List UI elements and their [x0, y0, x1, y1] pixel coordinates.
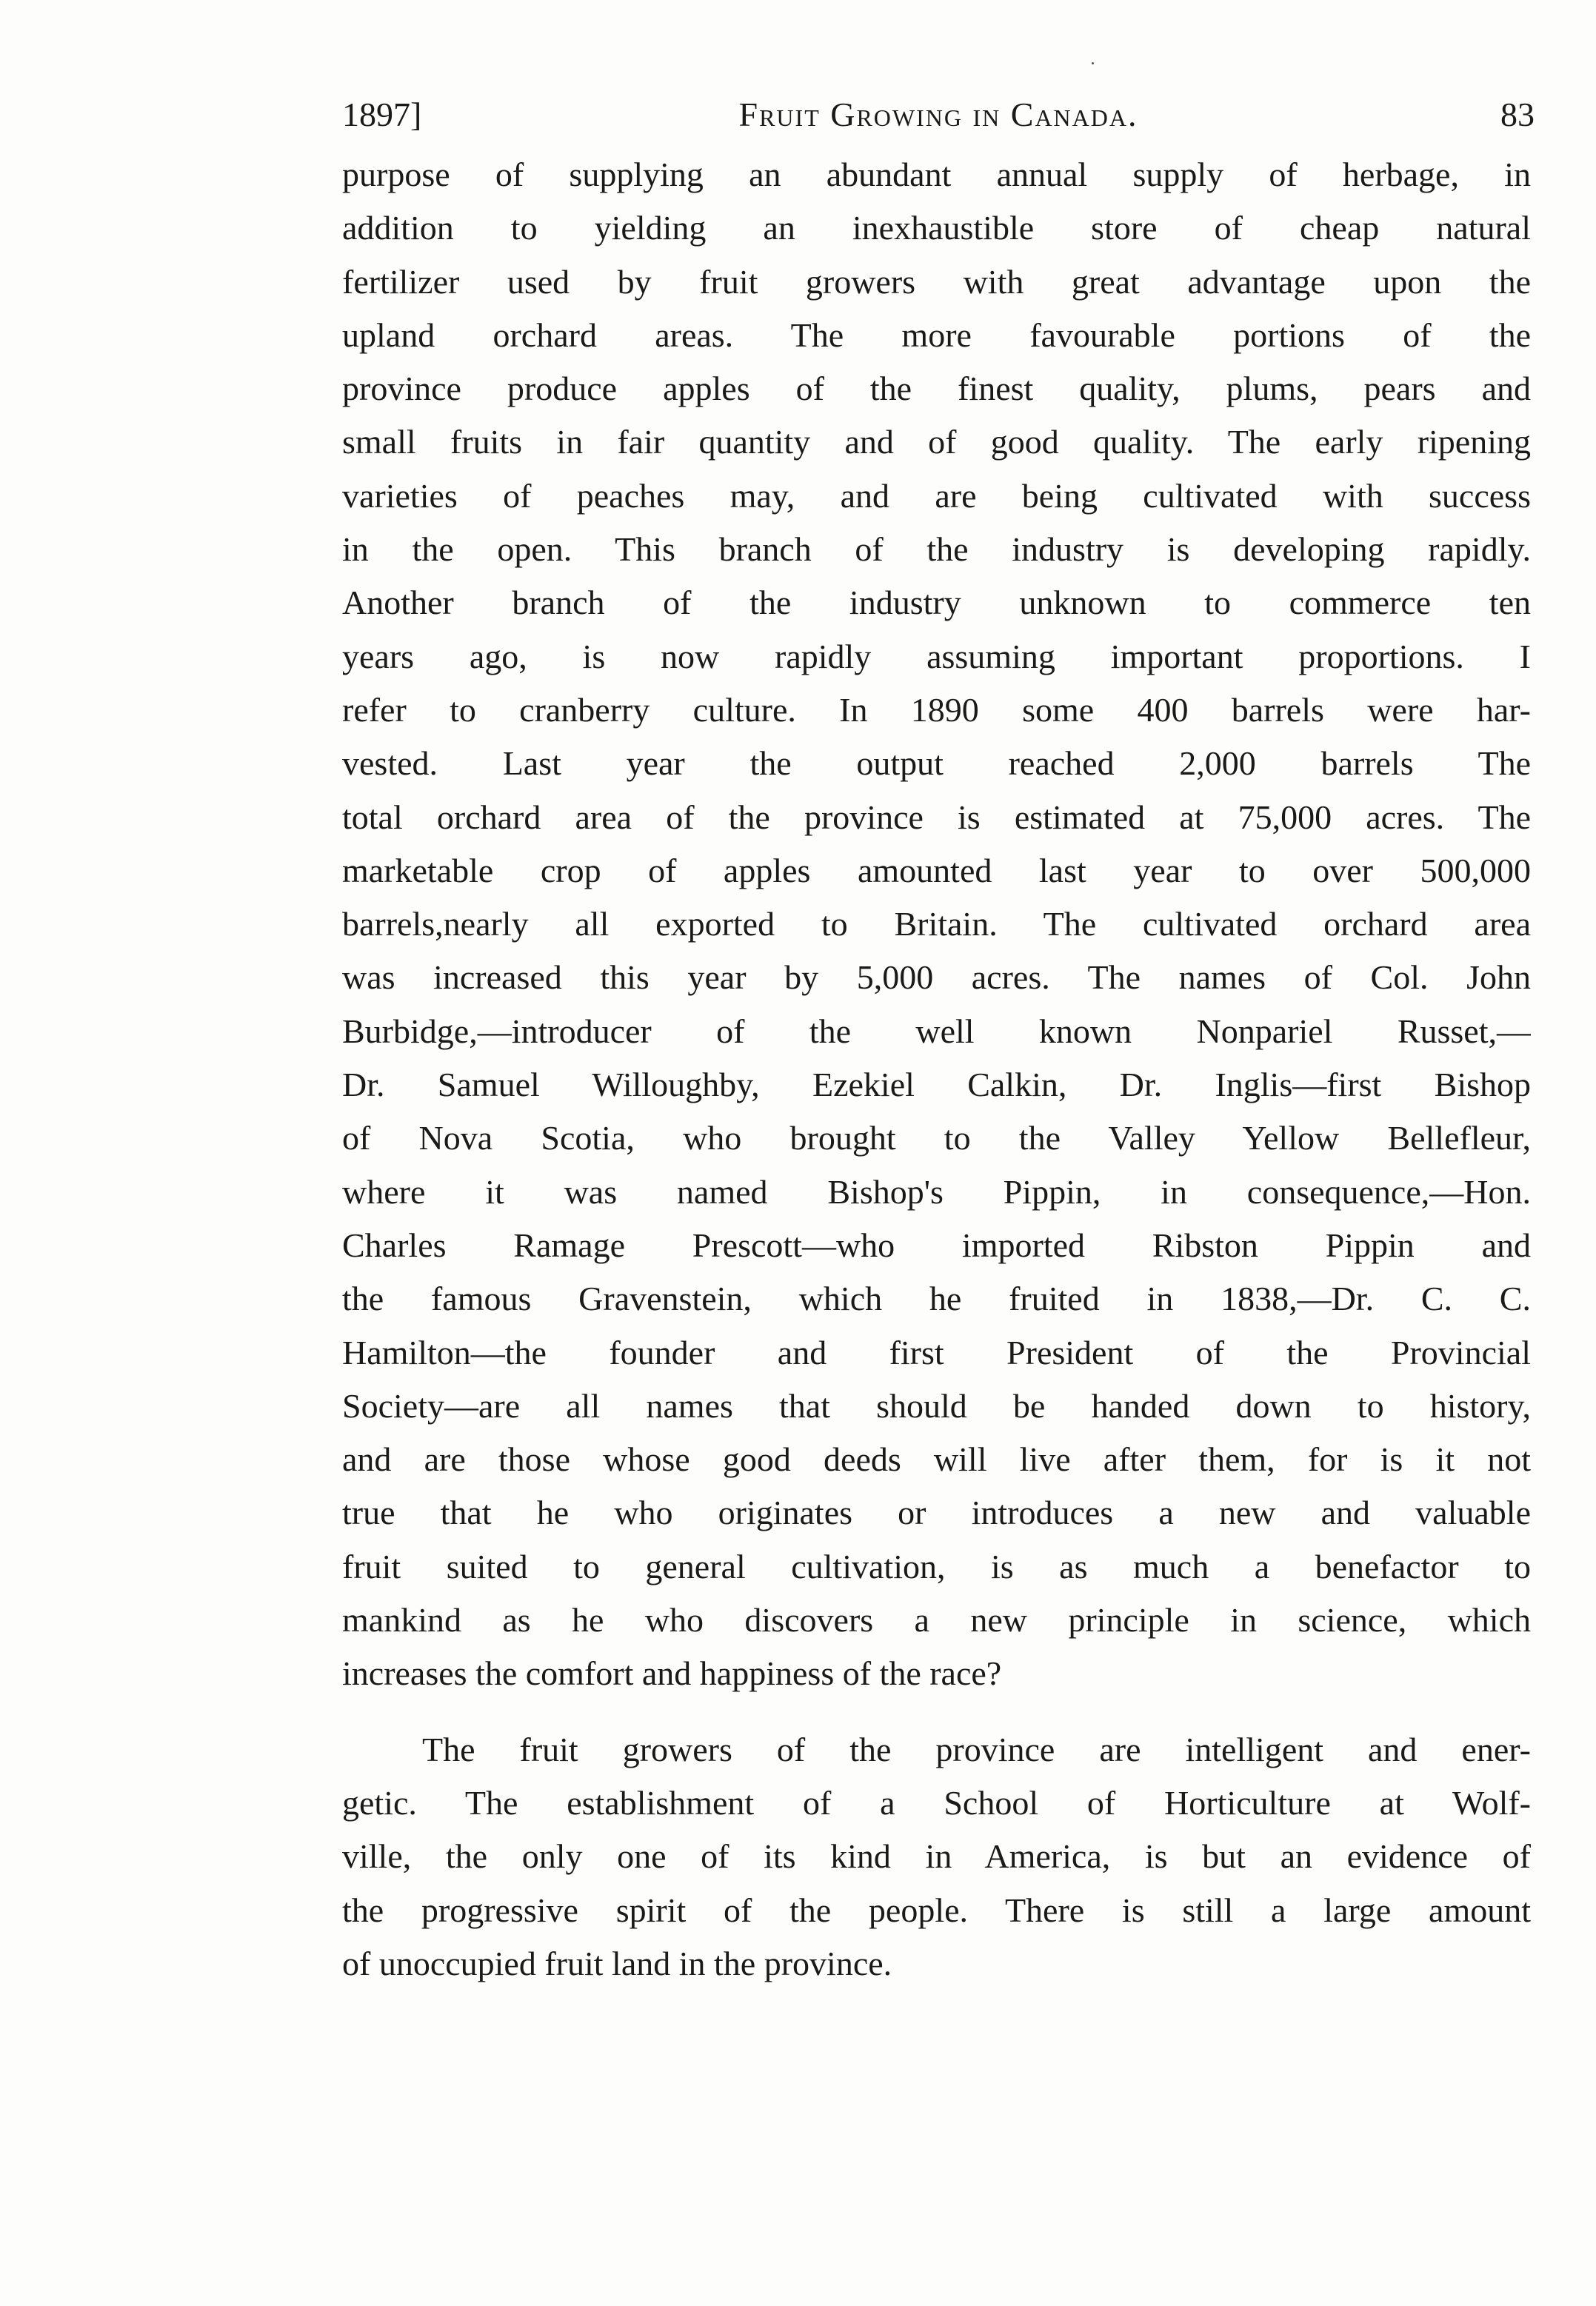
text-line: vested. Last year the output reached 2,000 barrels The — [342, 744, 1531, 783]
text-line: fruit suited to general cultivation, is as much a benefactor to — [342, 1547, 1531, 1585]
text-line: and are those whose good deeds will live after them, for is it not — [342, 1440, 1531, 1479]
text-line: Charles Ramage Prescott—who imported Ribston Pippin and — [342, 1226, 1531, 1264]
text-line: Dr. Samuel Willoughby, Ezekiel Calkin, Dr. Inglis—first Bishop — [342, 1066, 1531, 1104]
text-line: marketable crop of apples amounted last year to over 500,000 — [342, 851, 1531, 889]
text-line: The fruit growers of the province are intelligent and ener- — [422, 1730, 1531, 1768]
header-year: 1897] — [342, 96, 422, 133]
text-line: ville, the only one of its kind in America, is but an evidence of — [342, 1837, 1531, 1876]
text-line: varieties of peaches may, and are being cultivated with success — [342, 476, 1531, 515]
text-line: Another branch of the industry unknown to commerce ten — [342, 584, 1531, 622]
text-line: Hamilton—the founder and first President of the Provincial — [342, 1333, 1531, 1371]
text-line: province produce apples of the finest quality, plums, pears and — [342, 370, 1531, 408]
print-speck — [1092, 62, 1094, 64]
text-line: was increased this year by 5,000 acres. The names of Col. John — [342, 958, 1531, 997]
paragraph-gap — [342, 1701, 1531, 1723]
text-line: years ago, is now rapidly assuming important proportions. I — [342, 637, 1531, 675]
header-title: Fruit Growing in Canada. — [738, 96, 1138, 133]
text-line: true that he who originates or introduces a new and valuable — [342, 1494, 1531, 1532]
text-line: addition to yielding an inexhaustible store of cheap natural — [342, 209, 1531, 247]
text-line: fertilizer used by fruit growers with great advantage upon the — [342, 262, 1531, 301]
text-line: barrels,nearly all exported to Britain. The cultivated orchard area — [342, 905, 1531, 943]
text-line: of unoccupied fruit land in the province. — [342, 1944, 892, 1982]
text-line: the progressive spirit of the people. There is still a large amount — [342, 1891, 1531, 1929]
body-text — [342, 148, 1531, 1991]
text-line: small fruits in fair quantity and of good quality. The early ripening — [342, 423, 1531, 461]
text-line: where it was named Bishop's Pippin, in consequence,—Hon. — [342, 1172, 1531, 1211]
text-line: increases the comfort and happiness of the race? — [342, 1654, 1002, 1693]
paragraph-2 — [342, 1723, 1531, 1991]
text-line: total orchard area of the province is estimated at 75,000 acres. The — [342, 798, 1531, 836]
text-line: mankind as he who discovers a new principle in science, which — [342, 1601, 1531, 1640]
text-line: Society—are all names that should be handed down to history, — [342, 1386, 1531, 1425]
text-line: refer to cranberry culture. In 1890 some 400 barrels were har- — [342, 690, 1531, 729]
page-number: 83 — [1500, 96, 1535, 133]
text-line: in the open. This branch of the industry is developing rapidly. — [342, 530, 1531, 569]
text-line: the famous Gravenstein, which he fruited in 1838,—Dr. C. C. — [342, 1280, 1531, 1318]
text-line: purpose of supplying an abundant annual supply of herbage, in — [342, 156, 1531, 193]
running-header — [342, 95, 1535, 147]
text-line: of Nova Scotia, who brought to the Valley Yellow Bellefleur, — [342, 1119, 1531, 1157]
text-line: upland orchard areas. The more favourable portions of the — [342, 315, 1531, 354]
text-line: getic. The establishment of a School of Horticulture at Wolf- — [342, 1783, 1531, 1822]
paragraph-1 — [342, 148, 1531, 1701]
text-line: Burbidge,—introducer of the well known Nonpariel Russet,— — [342, 1012, 1531, 1050]
